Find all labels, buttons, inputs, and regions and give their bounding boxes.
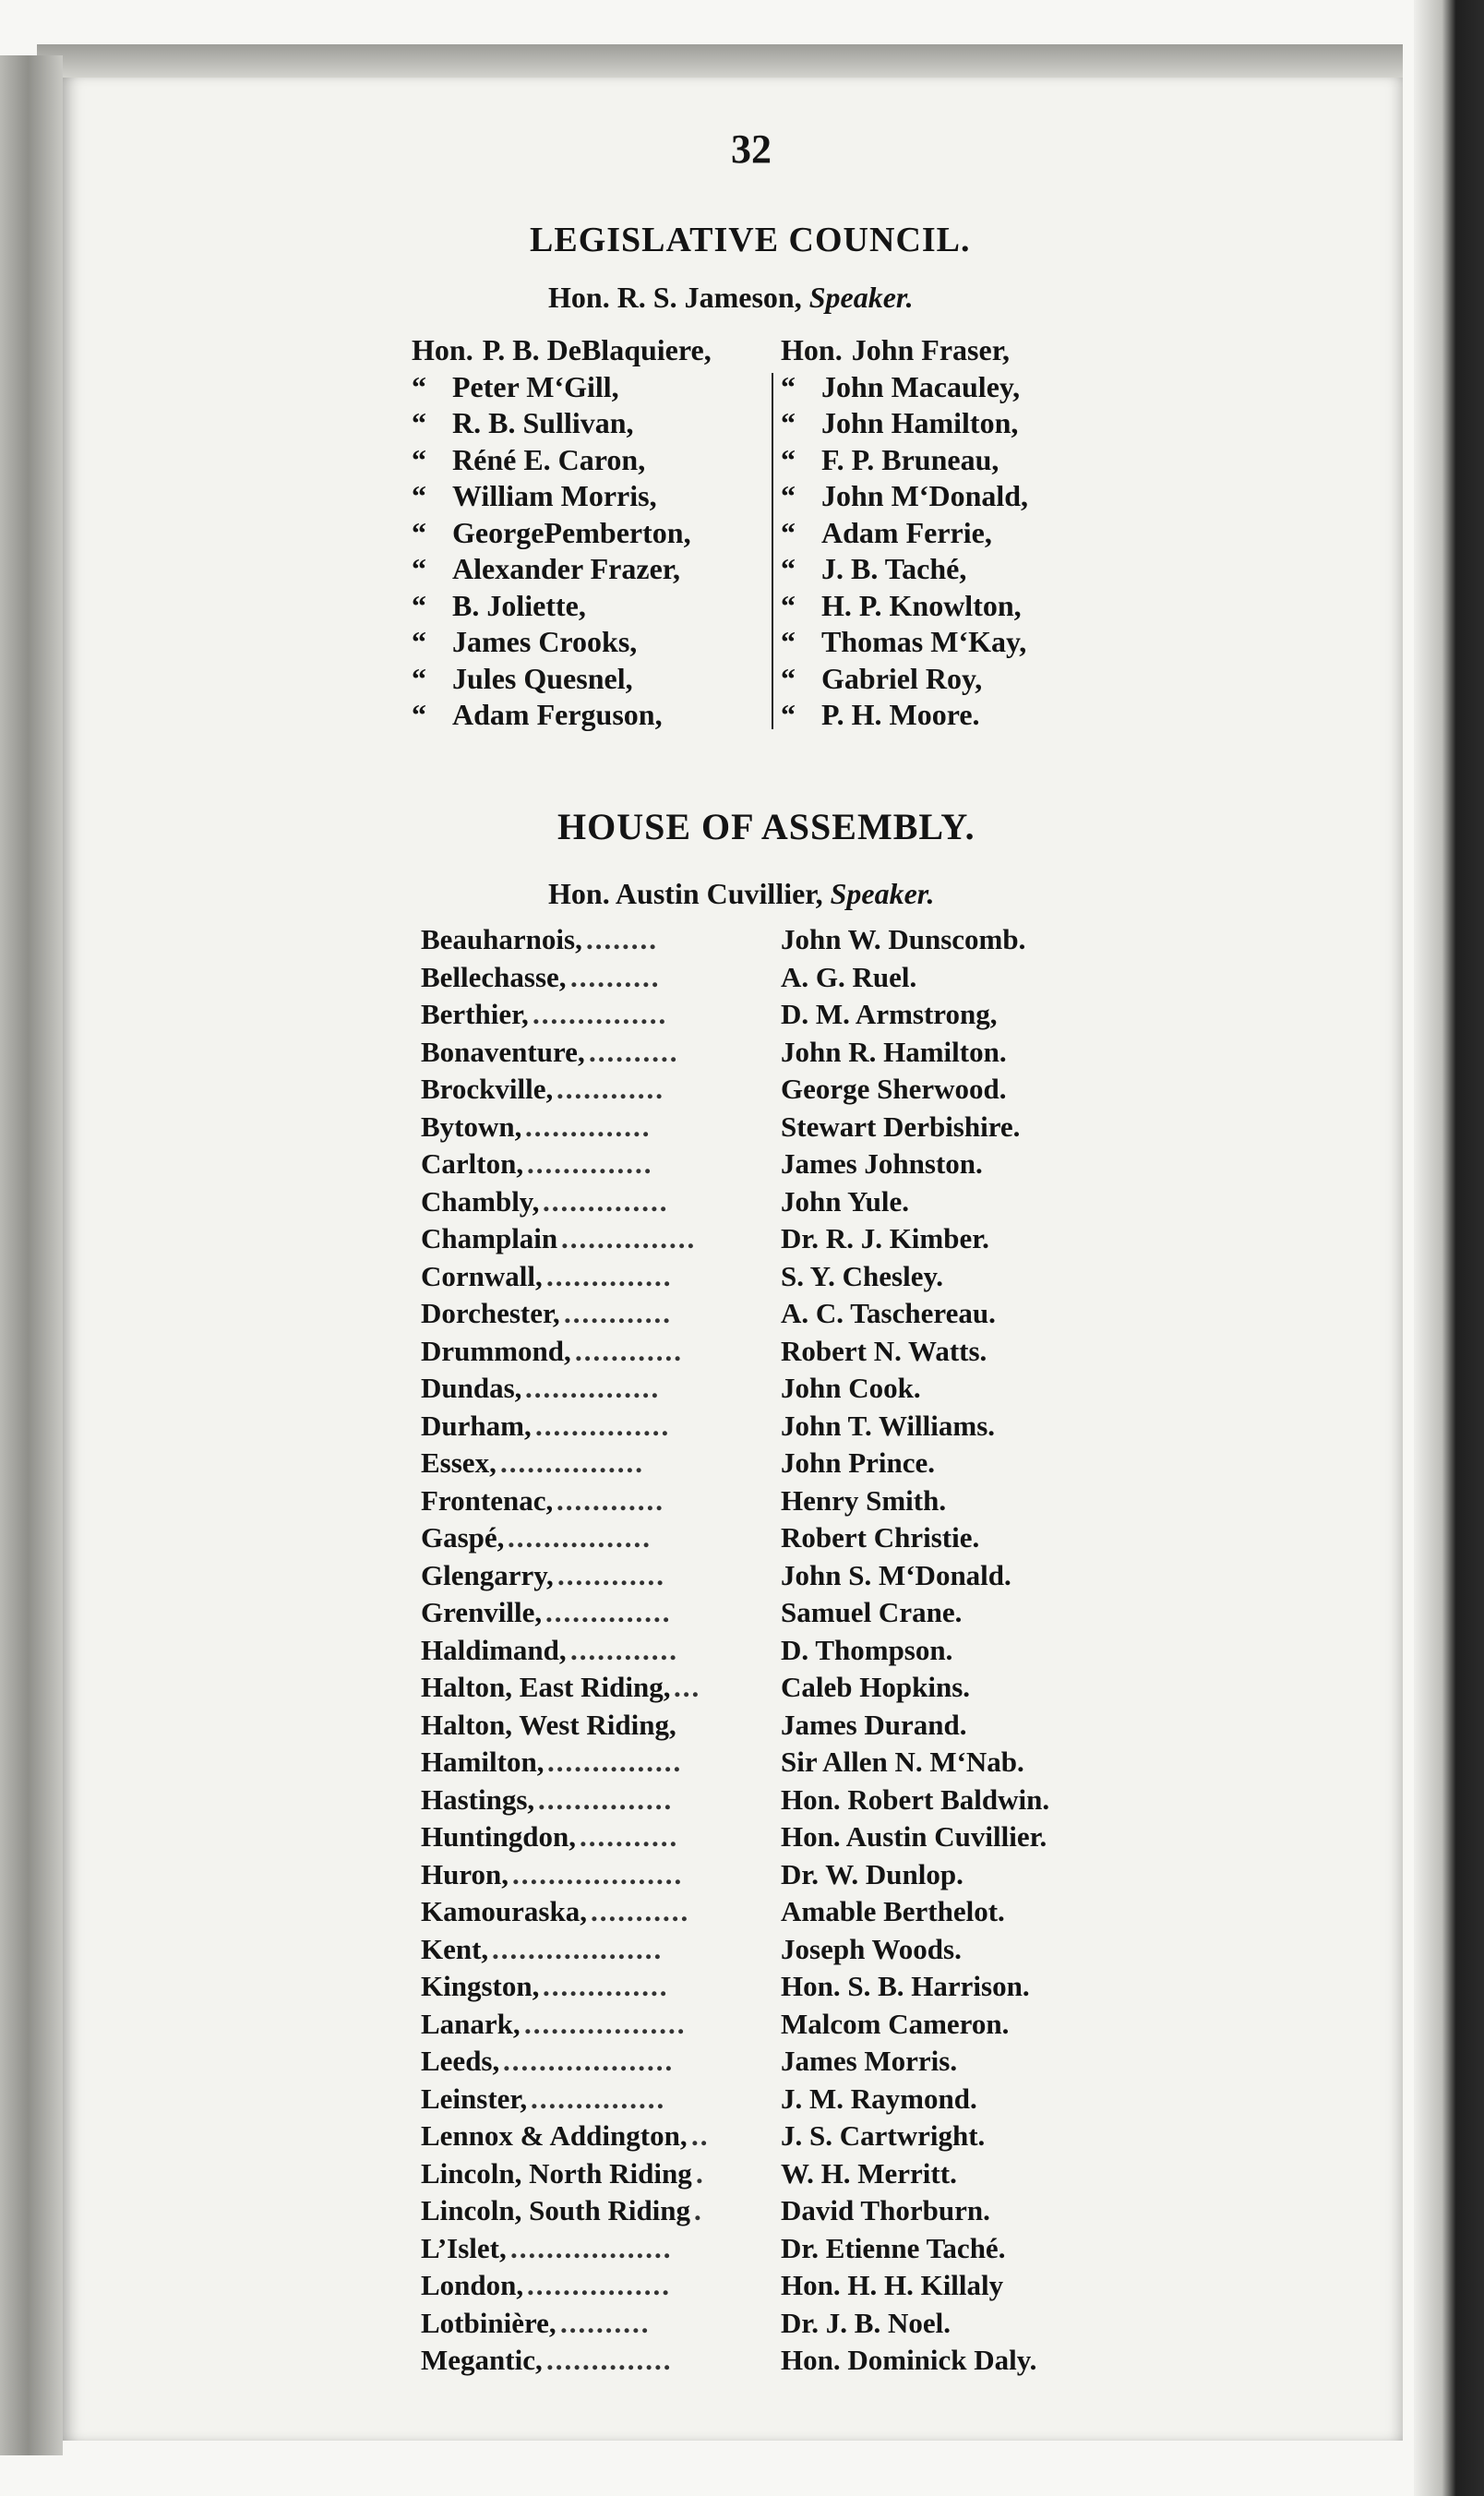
council-member-prefix: “ [781,515,796,549]
member-name: Hon. Austin Cuvillier. [781,1820,1047,1853]
council-member-prefix: “ [781,369,796,403]
district-name: London, [421,2269,524,2301]
council-member-prefix: “ [412,625,426,658]
council-left-column [412,332,712,734]
member-name: Henry Smith. [781,1483,947,1517]
assembly-row [421,2045,1122,2082]
council-member-name: James Crooks, [452,625,638,658]
leader-dots: ............... [538,1782,674,1816]
member-name: John T. Williams. [781,1409,996,1442]
leader-dots: .................. [524,2007,687,2040]
council-member-name: Adam Ferguson, [452,698,663,731]
district-name: Huntingdon, [421,1820,577,1853]
member-name: Amable Berthelot. [781,1895,1005,1927]
member-name: Hon. H. H. Killaly [781,2269,1004,2301]
council-member [781,588,1028,625]
council-member-prefix: “ [781,406,796,439]
district-name: Gaspé, [421,1521,505,1554]
district-name: Kingston, [421,1970,540,2002]
district-name: Glengarry, [421,1558,554,1591]
council-member-name: John Hamilton, [821,406,1019,439]
book-spine-edge [0,55,63,2455]
member-name: James Morris. [781,2045,958,2077]
assembly-row [421,2194,1122,2232]
leader-dots: ........... [580,1820,679,1853]
assembly-row [421,1260,1122,1298]
member-name: J. M. Raymond. [781,2082,977,2115]
council-member-name: GeorgePemberton, [452,515,691,549]
leader-dots: ... [674,1671,701,1703]
council-member-name: R. B. Sullivan, [452,406,634,439]
council-member [412,624,712,661]
assembly-row [421,998,1122,1036]
member-name: Dr. W. Dunlop. [781,1857,963,1890]
council-right-column [781,332,1028,734]
district-name: Lincoln, South Riding [421,2194,691,2226]
leader-dots: ............ [556,1483,664,1517]
council-member-name: J. B. Taché, [821,552,967,585]
assembly-row [421,1222,1122,1260]
assembly-row [421,1709,1122,1746]
leader-dots: ............... [525,1372,661,1404]
council-member [412,478,712,515]
council-member-prefix: “ [781,698,796,731]
council-member [412,661,712,698]
assembly-row [421,1484,1122,1522]
council-member-name: William Morris, [452,479,657,512]
district-name: L’Islet, [421,2231,507,2264]
leader-dots: ............... [547,1746,683,1778]
district-name: Halton, East Riding, [421,1671,671,1703]
assembly-row [421,1559,1122,1597]
leader-dots: .............. [543,1970,669,2002]
district-name: Chambly, [421,1184,540,1218]
leader-dots: .............. [546,2344,673,2376]
assembly-row [421,1820,1122,1858]
council-member [781,515,1028,552]
assembly-row [421,1783,1122,1821]
member-name: Caleb Hopkins. [781,1671,971,1703]
assembly-speaker [548,877,934,911]
council-member-prefix: “ [412,406,426,439]
leader-dots: ................... [492,1932,664,1965]
member-name: S. Y. Chesley. [781,1259,943,1292]
assembly-row [421,2232,1122,2270]
member-name: Joseph Woods. [781,1932,962,1965]
assembly-row [421,1147,1122,1185]
leader-dots: ................... [503,2045,675,2077]
leader-dots: ............... [533,998,668,1030]
district-name: Bytown, [421,1110,522,1143]
member-name: Dr. J. B. Noel. [781,2306,951,2339]
council-speaker [548,281,914,315]
council-member-name: John Fraser, [851,333,1010,366]
council-member [781,442,1028,479]
council-member-prefix: “ [412,442,426,476]
member-name: A. C. Taschereau. [781,1297,996,1329]
assembly-row [421,1895,1122,1933]
assembly-row [421,1185,1122,1223]
district-name: Leeds, [421,2045,500,2077]
assembly-row [421,2307,1122,2345]
district-name: Halton, West Riding, [421,1708,676,1741]
council-member-prefix: “ [781,588,796,622]
assembly-row [421,1446,1122,1484]
council-member-name: F. P. Bruneau, [821,442,999,476]
assembly-speaker-role: Speaker. [830,877,935,910]
council-member-prefix: Hon. [412,333,473,366]
member-name: Dr. R. J. Kimber. [781,1222,989,1254]
council-member-name: H. P. Knowlton, [821,588,1022,622]
council-member-prefix: “ [412,479,426,512]
council-member [412,332,712,369]
assembly-row [421,1596,1122,1634]
member-name: Robert Christie. [781,1521,980,1554]
council-member [781,405,1028,442]
council-member-name: Thomas M‘Kay, [821,625,1027,658]
council-member [412,551,712,588]
council-member-prefix: “ [412,552,426,585]
member-name: Samuel Crane. [781,1596,963,1628]
leader-dots: ............... [535,1409,671,1442]
district-name: Essex, [421,1446,497,1479]
council-member-name: B. Joliette, [452,588,586,622]
council-member-name: John Macauley, [821,369,1021,403]
council-member-prefix: “ [412,588,426,622]
member-name: James Johnston. [781,1147,983,1180]
council-member-prefix: “ [412,698,426,731]
district-name: Grenville, [421,1596,543,1628]
member-name: John W. Dunscomb. [781,923,1026,955]
council-member-name: Jules Quesnel, [452,661,633,695]
assembly-row [421,1634,1122,1672]
assembly-row [421,1933,1122,1971]
assembly-row [421,923,1122,961]
district-name: Cornwall, [421,1259,543,1292]
page-top-edge [37,44,1403,81]
leader-dots: . [696,2156,705,2190]
council-member [781,332,1028,369]
council-member-prefix: “ [412,369,426,403]
council-member [412,369,712,406]
assembly-row [421,1746,1122,1783]
council-member-name: Peter M‘Gill, [452,369,619,403]
leader-dots: .......... [570,960,661,993]
assembly-row [421,2157,1122,2195]
leader-dots: ............... [561,1222,697,1254]
council-member [412,515,712,552]
leader-dots: .............. [545,1596,672,1628]
council-member-prefix: “ [781,661,796,695]
council-member-name: P. B. DeBlaquiere, [482,333,712,366]
assembly-speaker-name: Hon. Austin Cuvillier, [548,877,823,910]
leader-dots: ............ [556,1073,664,1105]
council-member [781,369,1028,406]
member-name: John Prince. [781,1446,936,1479]
district-name: Megantic, [421,2344,543,2376]
council-heading: LEGISLATIVE COUNCIL. [530,221,971,259]
member-name: David Thorburn. [781,2194,990,2226]
council-member-prefix: “ [412,661,426,695]
council-member-name: Adam Ferrie, [821,515,992,549]
assembly-row [421,2269,1122,2307]
council-member-prefix: Hon. [781,333,843,366]
member-name: John Yule. [781,1184,909,1218]
assembly-row [421,2082,1122,2120]
district-name: Dorchester, [421,1297,560,1329]
council-speaker-role: Speaker. [808,281,914,314]
assembly-row [421,1073,1122,1110]
district-name: Frontenac, [421,1483,554,1517]
leader-dots: .............. [546,1259,673,1292]
district-name: Kamouraska, [421,1895,587,1927]
assembly-row [421,1410,1122,1447]
council-member [412,405,712,442]
council-speaker-name: Hon. R. S. Jameson, [548,281,802,314]
member-name: W. H. Merritt. [781,2156,957,2190]
district-name: Hamilton, [421,1746,545,1778]
council-member-name: Gabriel Roy, [821,661,983,695]
leader-dots: ............ [575,1334,683,1367]
leader-dots: ................... [512,1857,684,1890]
assembly-row [421,2344,1122,2382]
member-name: George Sherwood. [781,1073,1007,1105]
member-name: Stewart Derbishire. [781,1110,1021,1143]
assembly-row [421,1671,1122,1709]
district-name: Beauharnois, [421,923,582,955]
district-name: Brockville, [421,1073,554,1105]
council-member-prefix: “ [412,515,426,549]
assembly-row [421,1372,1122,1410]
member-name: D. Thompson. [781,1633,953,1666]
council-member [412,588,712,625]
member-name: John Cook. [781,1372,921,1404]
member-name: Dr. Etienne Taché. [781,2231,1006,2264]
assembly-row [421,1036,1122,1074]
member-name: John S. M‘Donald. [781,1558,1011,1591]
leader-dots: .......... [560,2306,651,2339]
member-name: Hon. S. B. Harrison. [781,1970,1030,2002]
council-member-name: Alexander Frazer, [452,552,681,585]
page-number: 32 [731,126,772,172]
district-name: Bonaventure, [421,1035,585,1068]
member-name: J. S. Cartwright. [781,2119,986,2152]
district-name: Berthier, [421,998,529,1030]
book-right-edge [1414,0,1484,2496]
member-name: Hon. Robert Baldwin. [781,1782,1050,1816]
council-member-prefix: “ [781,552,796,585]
leader-dots: ............... [531,2082,666,2115]
member-name: John R. Hamilton. [781,1035,1007,1068]
assembly-heading: HOUSE OF ASSEMBLY. [557,806,975,847]
council-member-name: Réné E. Caron, [452,442,646,476]
leader-dots: .................. [510,2231,673,2264]
council-member [781,661,1028,698]
district-name: Lincoln, North Riding [421,2156,692,2190]
leader-dots: ................ [500,1446,644,1479]
district-name: Leinster, [421,2082,528,2115]
assembly-row [421,1297,1122,1335]
member-name: Robert N. Watts. [781,1334,987,1367]
district-name: Haldimand, [421,1633,567,1666]
district-name: Lotbinière, [421,2306,556,2339]
leader-dots: ............ [557,1558,665,1591]
leader-dots: ........... [591,1895,690,1927]
member-name: Malcom Cameron. [781,2007,1010,2040]
council-member [412,697,712,734]
leader-dots: .............. [525,1110,652,1143]
member-name: Hon. Dominick Daly. [781,2344,1037,2376]
council-member-prefix: “ [781,625,796,658]
council-member [781,697,1028,734]
assembly-row [421,1521,1122,1559]
leader-dots: .............. [527,1147,653,1180]
council-member-prefix: “ [781,442,796,476]
leader-dots: ................ [527,2269,671,2301]
member-name: A. G. Ruel. [781,960,917,993]
assembly-row [421,1970,1122,2008]
leader-dots: ................ [508,1521,652,1554]
council-column-divider [772,373,773,729]
assembly-row [421,2008,1122,2046]
council-member [412,442,712,479]
district-name: Dundas, [421,1372,522,1404]
council-member-name: P. H. Moore. [821,698,980,731]
council-member-name: John M‘Donald, [821,479,1029,512]
assembly-row [421,2119,1122,2157]
district-name: Hastings, [421,1782,535,1816]
district-name: Lennox & Addington, [421,2119,688,2152]
member-name: James Durand. [781,1708,967,1741]
leader-dots: .. [691,2119,710,2152]
council-member-prefix: “ [781,479,796,512]
district-name: Durham, [421,1409,532,1442]
council-member [781,624,1028,661]
district-name: Lanark, [421,2007,521,2040]
assembly-row [421,961,1122,999]
district-name: Carlton, [421,1147,524,1180]
leader-dots: .............. [543,1184,669,1218]
assembly-row [421,1335,1122,1373]
assembly-row [421,1858,1122,1896]
leader-dots: .......... [589,1035,679,1068]
leader-dots: ............ [570,1633,678,1666]
district-name: Drummond, [421,1334,571,1367]
district-name: Champlain [421,1222,558,1254]
member-name: D. M. Armstrong, [781,998,998,1030]
assembly-row [421,1110,1122,1148]
leader-dots: ........ [586,923,658,955]
council-member [781,551,1028,588]
member-name: Sir Allen N. M‘Nab. [781,1746,1024,1778]
district-name: Huron, [421,1857,509,1890]
district-name: Kent, [421,1932,489,1965]
leader-dots: . [694,2194,703,2226]
assembly-member-list [421,923,1122,2382]
council-member [781,478,1028,515]
district-name: Bellechasse, [421,960,567,993]
leader-dots: ............ [564,1297,672,1329]
